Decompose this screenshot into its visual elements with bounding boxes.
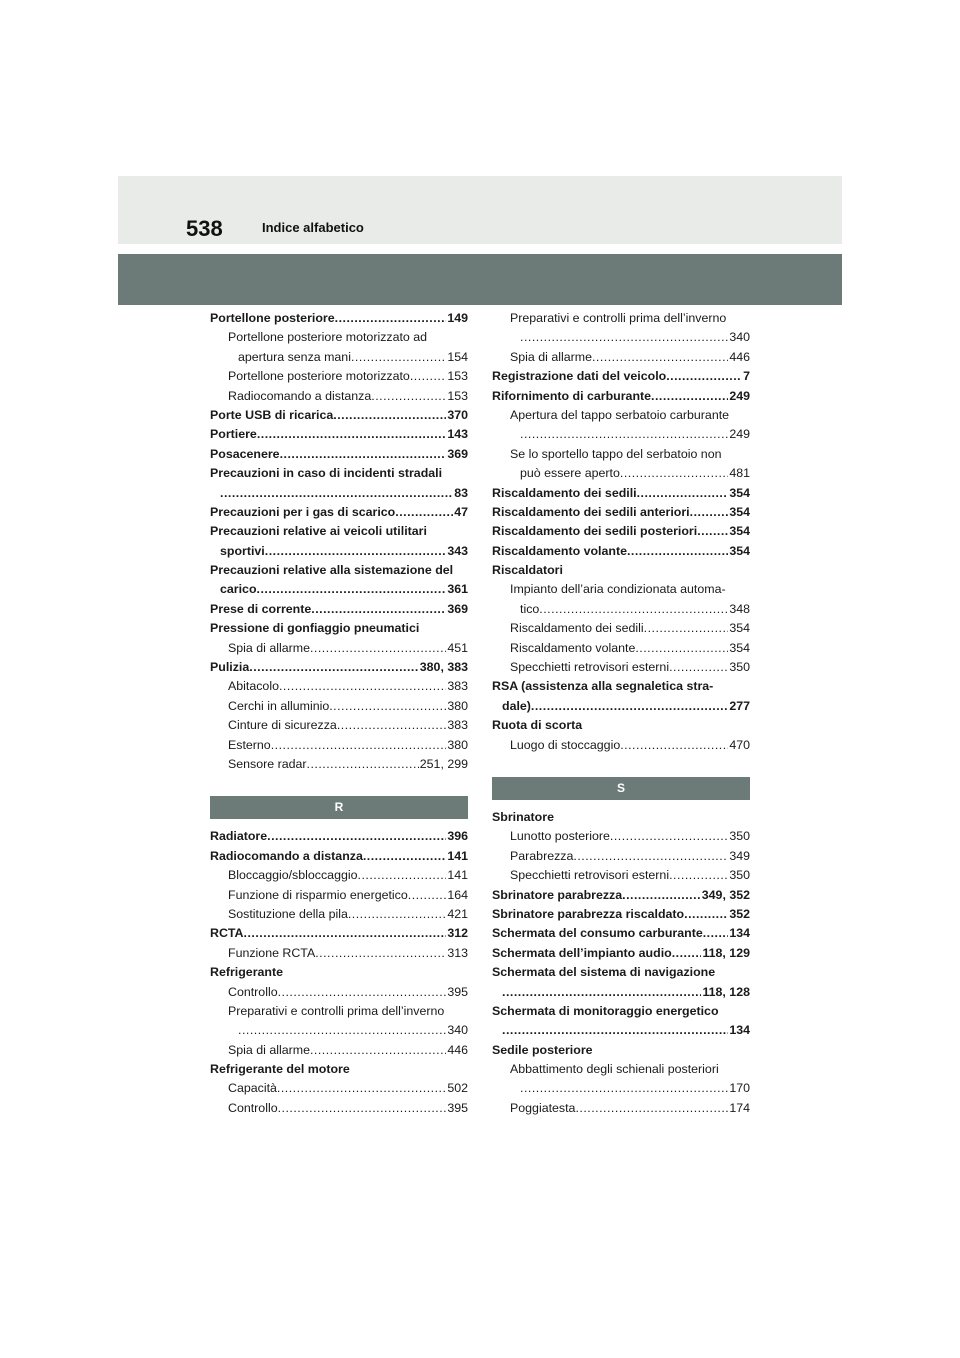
index-subentry: Spia di allarme ..... 446	[492, 348, 750, 367]
index-subentry: Parabrezza ..... 349	[492, 847, 750, 866]
index-entry: Sbrinatore parabrezza ..... 349, 352	[492, 886, 750, 905]
index-subentry: Lunotto posteriore ..... 350	[492, 827, 750, 846]
section-header-r: R	[210, 796, 468, 819]
index-entry: Precauzioni relative alla sistemazione del	[210, 563, 454, 578]
index-subentry: Funzione RCTA ..... 313	[210, 944, 468, 963]
index-entry: Riscaldamento dei sedili ..... 354	[492, 484, 750, 503]
index-subentry: Apertura del tappo serbatoio carburante	[510, 407, 730, 422]
index-entry: Pulizia ..... 380, 383	[210, 658, 468, 677]
index-entry: Portellone posteriore ..... 149	[210, 309, 468, 328]
index-entry: Radiatore ..... 396	[210, 827, 468, 846]
index-subentry: Riscaldamento volante ..... 354	[492, 639, 750, 658]
index-entry-continuation: sportivi ..... 343	[210, 542, 468, 561]
index-subentry: Controllo ..... 395	[210, 983, 468, 1002]
index-entry: Prese di corrente ..... 369	[210, 600, 468, 619]
index-subentry-continuation: può essere aperto ..... 481	[492, 464, 750, 483]
index-entry: Schermata del consumo carburante ..... 134	[492, 924, 750, 943]
index-subentry: Specchietti retrovisori esterni ..... 350	[492, 658, 750, 677]
index-entry: Pressione di gonfiaggio pneumatici	[210, 621, 420, 636]
index-entry: Precauzioni relative ai veicoli utilitari	[210, 524, 427, 539]
index-entry: Schermata del sistema di navigazione	[492, 965, 716, 980]
index-entry: Porte USB di ricarica ..... 370	[210, 406, 468, 425]
index-subentry-continuation: ..... 340	[210, 1021, 468, 1040]
index-subentry-continuation: ..... 249	[492, 425, 750, 444]
index-subentry-continuation: ..... 340	[492, 328, 750, 347]
index-subentry: Cinture di sicurezza ..... 383	[210, 716, 468, 735]
index-subentry: Preparativi e controlli prima dell’inverno	[228, 1003, 445, 1018]
index-subentry: Sensore radar ..... 251, 299	[210, 755, 468, 774]
index-column-left	[210, 309, 468, 1118]
index-entry: Posacenere ..... 369	[210, 445, 468, 464]
index-entry-continuation: carico ..... 361	[210, 580, 468, 599]
index-entry: Riscaldamento dei sedili posteriori ..... 354	[492, 522, 750, 541]
index-entry: Radiocomando a distanza ..... 141	[210, 847, 468, 866]
index-entry: Riscaldamento dei sedili anteriori ..... 354	[492, 503, 750, 522]
index-column-right	[492, 309, 750, 1118]
index-subentry: Cerchi in alluminio ..... 380	[210, 697, 468, 716]
index-subentry: Abitacolo ..... 383	[210, 677, 468, 696]
index-subentry: Spia di allarme ..... 451	[210, 639, 468, 658]
index-entry-continuation: ..... 118, 128	[492, 983, 750, 1002]
index-entry: Rifornimento di carburante ..... 249	[492, 387, 750, 406]
index-subentry: Spia di allarme ..... 446	[210, 1041, 468, 1060]
index-entry-continuation: dale) ..... 277	[492, 697, 750, 716]
index-subentry: Abbattimento degli schienali posteriori	[510, 1062, 719, 1077]
index-subentry: Specchietti retrovisori esterni ..... 350	[492, 866, 750, 885]
index-entry: Portiere ..... 143	[210, 425, 468, 444]
index-subentry: Se lo sportello tappo del serbatoio non	[510, 446, 722, 461]
index-entry: Ruota di scorta	[492, 718, 583, 733]
index-entry-continuation: ..... 134	[492, 1021, 750, 1040]
index-subentry: Portellone posteriore motorizzato ..... 153	[210, 367, 468, 386]
index-entry: Precauzioni in caso di incidenti stradali	[210, 466, 443, 481]
index-subentry: Riscaldamento dei sedili ..... 354	[492, 619, 750, 638]
index-subentry-continuation: tico ..... 348	[492, 600, 750, 619]
index-entry: Schermata di monitoraggio energetico	[492, 1003, 719, 1018]
index-subentry: Impianto dell’aria condizionata automa-	[510, 582, 726, 597]
index-subentry: Radiocomando a distanza ..... 153	[210, 387, 468, 406]
index-subentry: Capacità ..... 502	[210, 1079, 468, 1098]
index-entry: Schermata dell’impianto audio ..... 118, 129	[492, 944, 750, 963]
header-dark-band	[118, 254, 842, 305]
index-subentry: apertura senza mani ..... 154	[210, 348, 468, 367]
index-subentry: Sostituzione della pila ..... 421	[210, 905, 468, 924]
index-subentry: Luogo di stoccaggio ..... 470	[492, 736, 750, 755]
index-entry-continuation: ..... 83	[210, 484, 468, 503]
index-subentry-continuation: ..... 170	[492, 1079, 750, 1098]
page-number: 538	[186, 216, 223, 241]
index-subentry: Portellone posteriore motorizzato ad	[228, 330, 428, 345]
index-entry: RSA (assistenza alla segnaletica stra-	[492, 679, 714, 694]
index-subentry: Preparativi e controlli prima dell’inverno	[510, 311, 727, 325]
index-entry: Riscaldamento volante ..... 354	[492, 542, 750, 561]
index-entry: Refrigerante	[210, 965, 283, 980]
index-entry: Refrigerante del motore	[210, 1062, 350, 1077]
header-band	[118, 176, 842, 244]
index-entry: Sbrinatore parabrezza riscaldato ..... 352	[492, 905, 750, 924]
index-subentry: Funzione di risparmio energetico ..... 164	[210, 886, 468, 905]
index-subentry: Controllo ..... 395	[210, 1099, 468, 1118]
section-header-s: S	[492, 777, 750, 800]
page-title: Indice alfabetico	[262, 220, 364, 235]
index-entry: Sbrinatore	[492, 809, 554, 824]
index-entry: Precauzioni per i gas di scarico ..... 47	[210, 503, 468, 522]
index-entry: Riscaldatori	[492, 563, 563, 578]
index-subentry: Bloccaggio/sbloccaggio ..... 141	[210, 866, 468, 885]
index-entry: Registrazione dati del veicolo ..... 7	[492, 367, 750, 386]
index-entry: RCTA ..... 312	[210, 924, 468, 943]
index-subentry: Poggiatesta ..... 174	[492, 1099, 750, 1118]
index-subentry: Esterno ..... 380	[210, 736, 468, 755]
index-entry: Sedile posteriore	[492, 1042, 593, 1057]
